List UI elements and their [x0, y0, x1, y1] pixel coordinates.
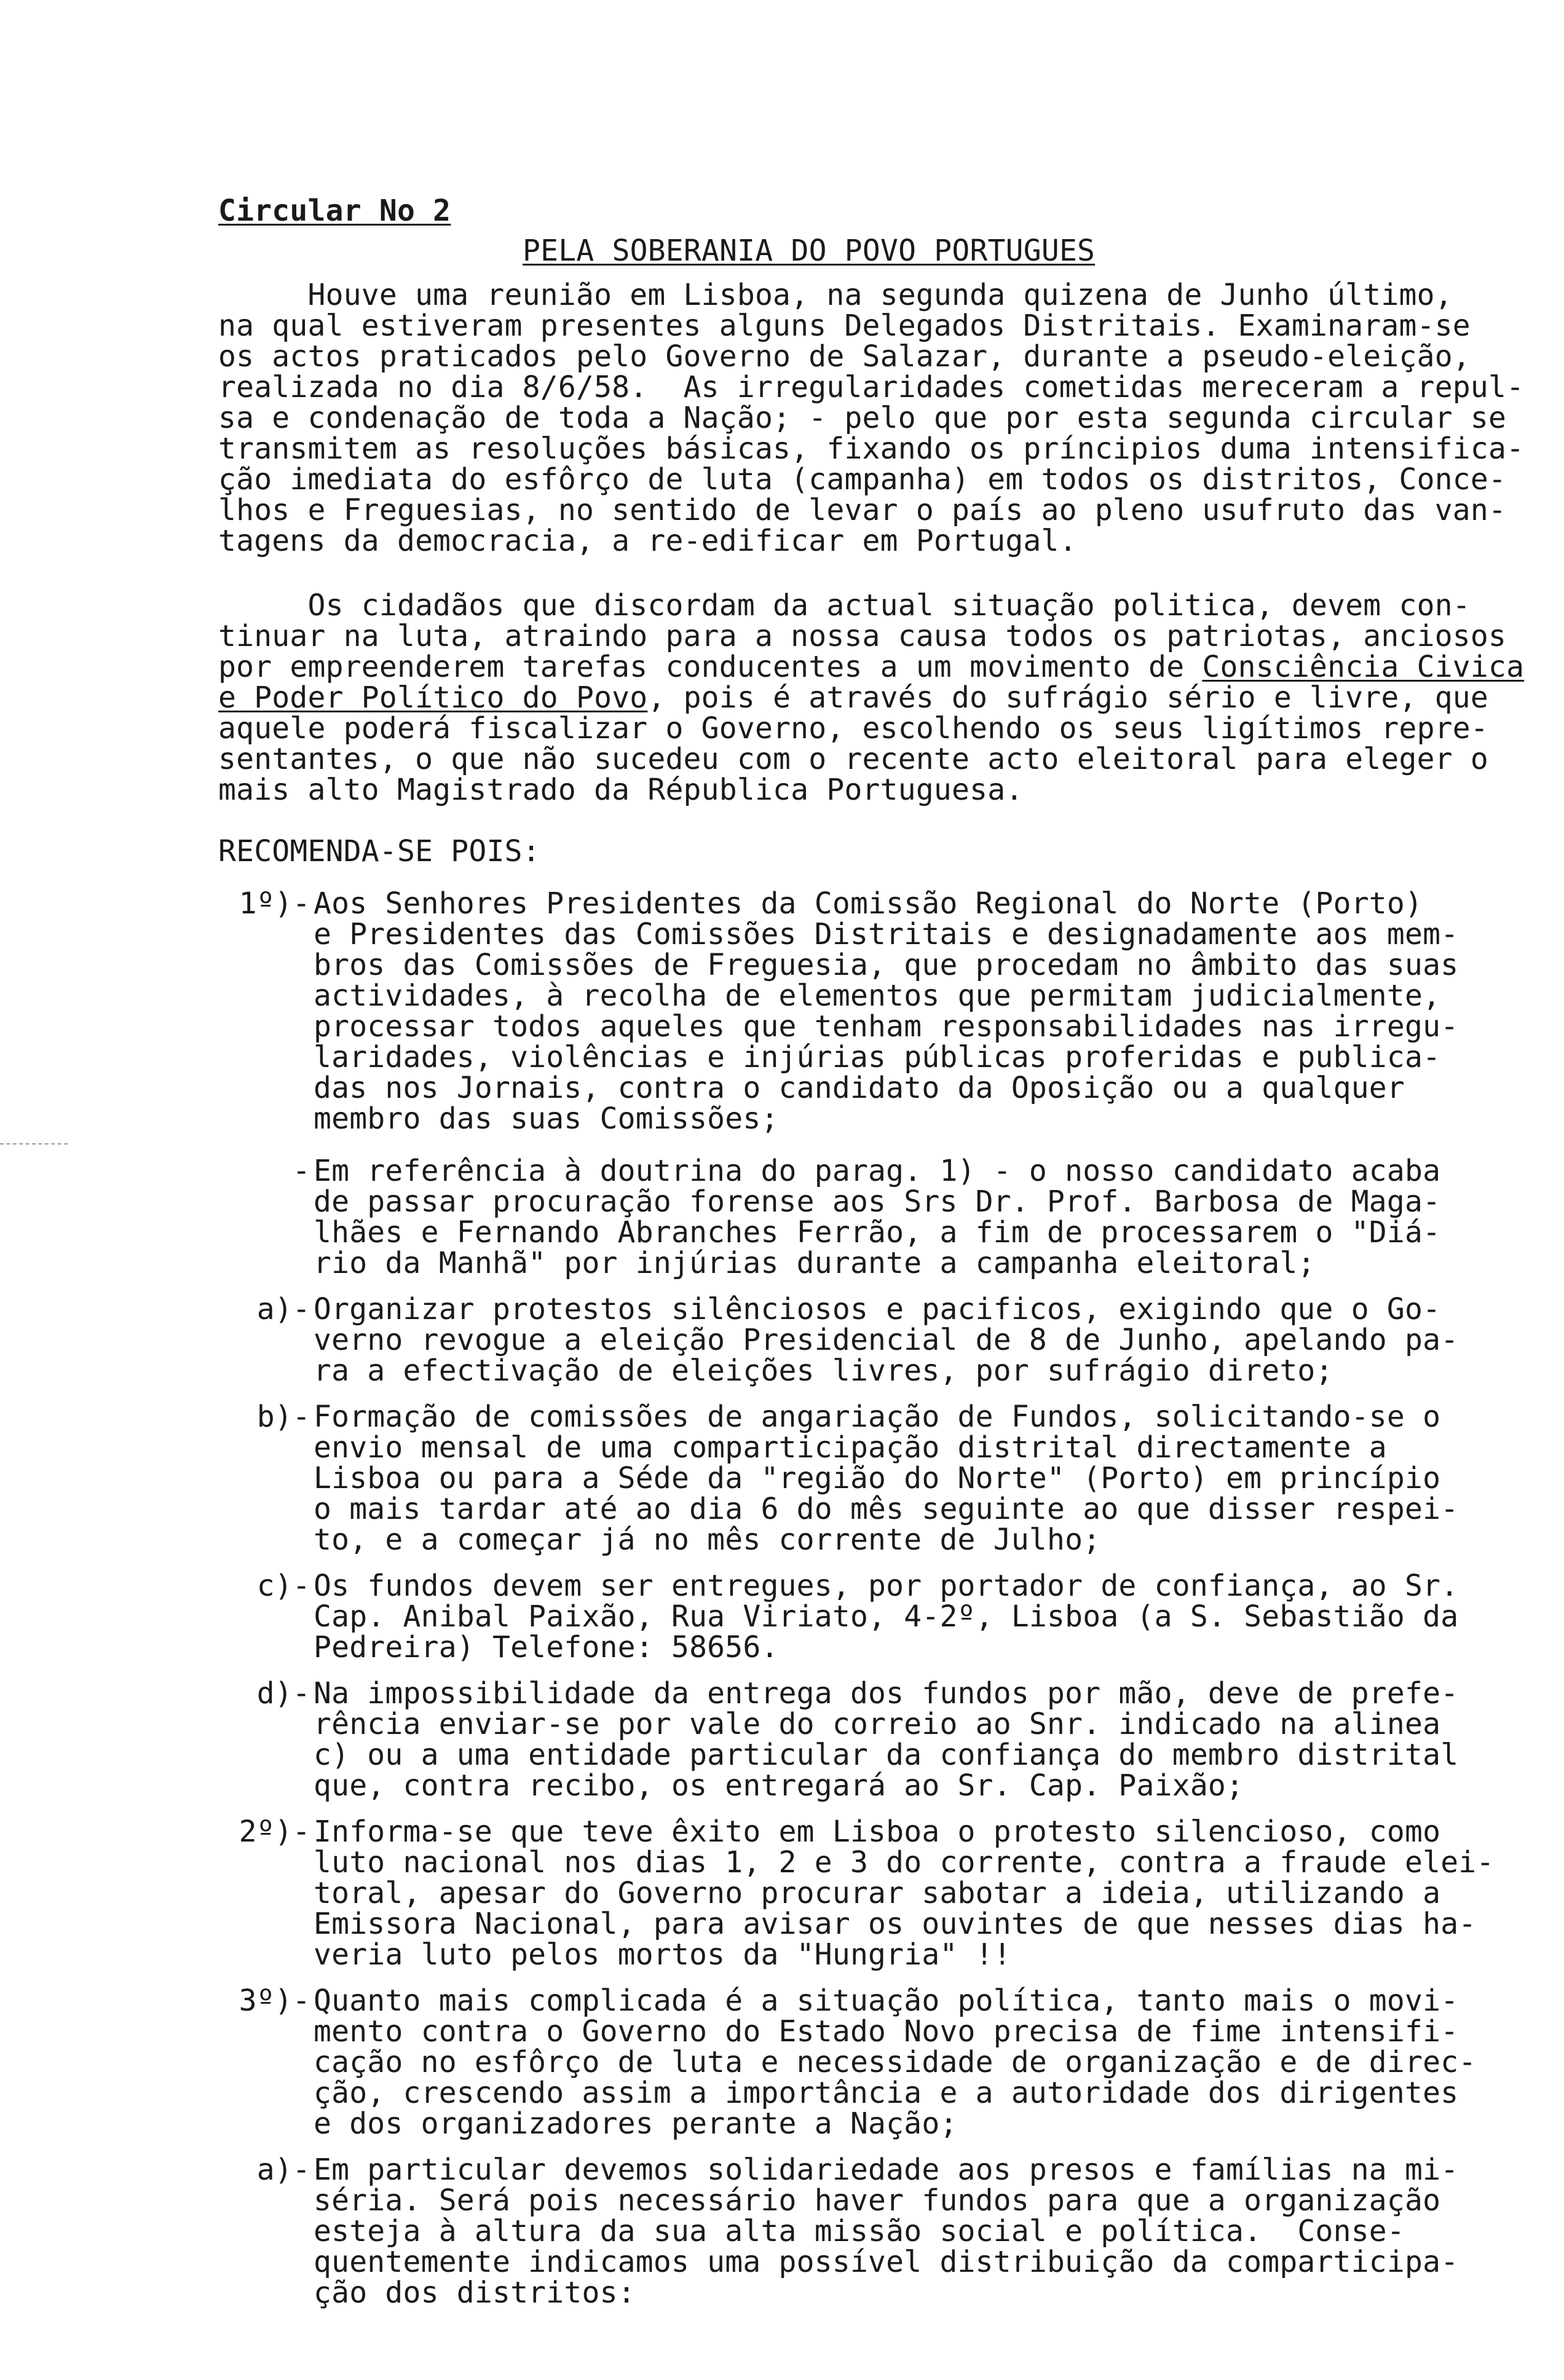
text-line: Na impossibilidade da entrega dos fundos por mão, deve de prefe- [314, 1676, 1459, 1711]
text-line: que, contra recibo, os entregará ao Sr. Cap. Paixão; [314, 1768, 1244, 1803]
text-line: mais alto Magistrado da Républica Portuguesa. [218, 773, 1024, 807]
item-marker: 1º)- [239, 886, 310, 921]
text-line: veria luto pelos mortos da "Hungria" !! [314, 1937, 1011, 1972]
item-marker: a)- [256, 2153, 310, 2187]
text-line: das nos Jornais, contra o candidato da Oposição ou a qualquer [314, 1071, 1405, 1105]
text-line: sa e condenação de toda a Nação; - pelo que por esta segunda circular se [218, 401, 1507, 435]
text-line: ção, crescendo assim a importância e a autoridade dos dirigentes [314, 2076, 1459, 2110]
text-line: Quanto mais complicada é a situação política, tanto mais o movi- [314, 1984, 1459, 2018]
text-line: cação no esfôrço de luta e necessidade de organização e de direc- [314, 2045, 1477, 2079]
text-line: Os cidadãos que discordam da actual situação politica, devem con- [218, 588, 1471, 623]
item-marker: 2º)- [239, 1815, 310, 1849]
text-line: rio da Manhã" por injúrias durante a campanha eleitoral; [314, 1246, 1316, 1280]
text-line: ção imediata do esfôrço de luta (campanha) em todos os distritos, Conce- [218, 462, 1507, 497]
text-line: séria. Será pois necessário haver fundos para que a organização [314, 2183, 1441, 2218]
item-marker: c)- [256, 1569, 310, 1603]
text-segment: , pois é através do sufrágio sério e livre, que [647, 680, 1489, 715]
text-line: mento contra o Governo do Estado Novo precisa de fime intensifi- [314, 2014, 1459, 2049]
text-line: lhos e Freguesias, no sentido de levar o país ao pleno usufruto das van- [218, 493, 1507, 527]
underlined-phrase: Consciência Civica [1202, 650, 1525, 684]
text-line: Pedreira) Telefone: 58656. [314, 1630, 779, 1665]
text-line: luto nacional nos dias 1, 2 e 3 do corrente, contra a fraude elei- [314, 1845, 1495, 1880]
text-line: Em referência à doutrina do parag. 1) - o nosso candidato acaba [314, 1154, 1441, 1188]
circular-number: Circular No 2 [218, 194, 451, 228]
item-marker: d)- [256, 1676, 310, 1711]
text-line: Em particular devemos solidariedade aos presos e famílias na mi- [314, 2153, 1459, 2187]
text-line: verno revogue a eleição Presidencial de 8 de Junho, apelando pa- [314, 1323, 1459, 1357]
text-line: Lisboa ou para a Séde da "região do Norte" (Porto) em princípio [314, 1461, 1441, 1495]
text-segment: por empreenderem tarefas conducentes a um movimento de [218, 650, 1203, 684]
text-line: transmitem as resoluções básicas, fixando os príncipios duma intensifica- [218, 431, 1525, 466]
text-line: aquele poderá fiscalizar o Governo, escolhendo os seus ligítimos repre- [218, 711, 1488, 746]
document-title: PELA SOBERANIA DO POVO PORTUGUES [523, 234, 1096, 268]
text-line: to, e a começar já no mês corrente de Julho; [314, 1523, 1101, 1557]
text-line: Informa-se que teve êxito em Lisboa o protesto silencioso, como [314, 1815, 1441, 1849]
text-line: ra a efectivação de eleições livres, por sufrágio direto; [314, 1354, 1333, 1388]
text-line: envio mensal de uma comparticipação distrital directamente a [314, 1430, 1387, 1465]
text-line: actividades, à recolha de elementos que permitam judicialmente, [314, 979, 1441, 1013]
text-line: bros das Comissões de Freguesia, que procedam no âmbito das suas [314, 948, 1459, 982]
underlined-phrase: e Poder Político do Povo [218, 680, 648, 715]
text-line: tinuar na luta, atraindo para a nossa causa todos os patriotas, anciosos [218, 619, 1507, 653]
text-line: Houve uma reunião em Lisboa, na segunda quizena de Junho último, [218, 278, 1453, 312]
text-line: os actos praticados pelo Governo de Salazar, durante a pseudo-eleição, [218, 339, 1471, 374]
text-line: quentemente indicamos uma possível distribuição da comparticipa- [314, 2245, 1459, 2279]
text-line: Organizar protestos silênciosos e pacificos, exigindo que o Go- [314, 1292, 1441, 1326]
text-line: processar todos aqueles que tenham responsabilidades nas irregu- [314, 1009, 1459, 1044]
text-line: rência enviar-se por vale do correio ao Snr. indicado na alinea [314, 1707, 1441, 1741]
text-line: toral, apesar do Governo procurar sabotar a ideia, utilizando a [314, 1876, 1441, 1910]
text-line: na qual estiveram presentes alguns Delegados Distritais. Examinaram-se [218, 309, 1471, 343]
text-line: laridades, violências e injúrias públicas proferidas e publica- [314, 1040, 1441, 1074]
section-heading: RECOMENDA-SE POIS: [218, 834, 540, 869]
text-line: de passar procuração forense aos Srs Dr. Prof. Barbosa de Maga- [314, 1184, 1441, 1219]
text-line: c) ou a uma entidade particular da confiança do membro distrital [314, 1738, 1459, 1772]
text-line: realizada no dia 8/6/58. As irregularidades cometidas mereceram a repul- [218, 370, 1525, 404]
item-marker: b)- [256, 1400, 310, 1434]
text-line: e dos organizadores perante a Nação; [314, 2106, 958, 2141]
text-line: lhães e Fernando Abranches Ferrão, a fim de processarem o "Diá- [314, 1215, 1441, 1250]
text-line [218, 652, 1524, 682]
text-line [218, 682, 1488, 713]
text-line: sentantes, o que não sucedeu com o recente acto eleitoral para eleger o [218, 742, 1488, 776]
text-line: Cap. Anibal Paixão, Rua Viriato, 4-2º, Lisboa (a S. Sebastião da [314, 1599, 1459, 1634]
text-line: o mais tardar até ao dia 6 do mês seguinte ao que disser respei- [314, 1492, 1459, 1526]
text-line: tagens da democracia, a re-edificar em Portugal. [218, 524, 1077, 558]
text-line: Aos Senhores Presidentes da Comissão Regional do Norte (Porto) [314, 886, 1423, 921]
item-marker: 3º)- [239, 1984, 310, 2018]
scan-mark [0, 1143, 68, 1145]
text-line: esteja à altura da sua alta missão social e política. Conse- [314, 2214, 1405, 2248]
text-line: Formação de comissões de angariação de Fundos, solicitando-se o [314, 1400, 1441, 1434]
item-marker: a)- [256, 1292, 310, 1326]
text-line: Emissora Nacional, para avisar os ouvintes de que nesses dias ha- [314, 1907, 1477, 1941]
text-line: e Presidentes das Comissões Distritais e designadamente aos mem- [314, 917, 1459, 952]
text-line: ção dos distritos: [314, 2276, 636, 2310]
text-line: Os fundos devem ser entregues, por portador de confiança, ao Sr. [314, 1569, 1459, 1603]
text-line: membro das suas Comissões; [314, 1101, 779, 1136]
item-marker: - [292, 1154, 310, 1188]
